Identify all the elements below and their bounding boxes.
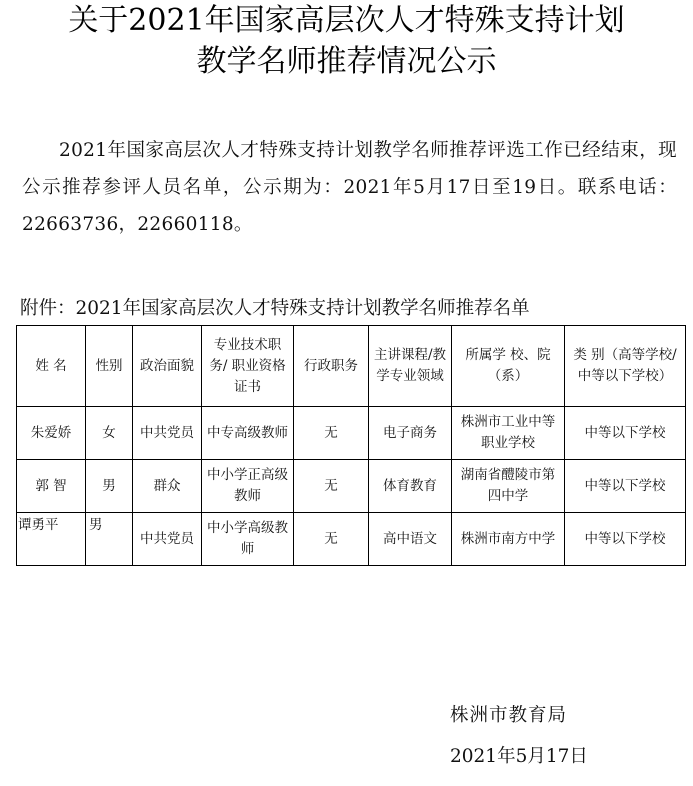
cell-admin-position: 无: [294, 460, 369, 513]
cell-political-status: 中共党员: [133, 407, 202, 460]
header-gender: 性别: [86, 326, 133, 407]
document-title-line1: 关于2021年国家高层次人才特殊支持计划: [68, 3, 625, 38]
cell-course-field: 电子商务: [369, 407, 452, 460]
cell-admin-position: 无: [294, 513, 369, 566]
cell-name: 谭勇平: [17, 513, 86, 566]
cell-school: 株洲市南方中学: [452, 513, 565, 566]
cell-school: 株洲市工业中等职业学校: [452, 407, 565, 460]
cell-category: 中等以下学校: [565, 460, 686, 513]
header-professional-title: 专业技术职务/ 职业资格证书: [202, 326, 294, 407]
intro-paragraph: 2021年国家高层次人才特殊支持计划教学名师推荐评选工作已经结束，现公示推荐参评人员名单，公示期为：2021年5月17日至19日。联系电话： 22663736，22660118。: [22, 140, 677, 235]
cell-political-status: 群众: [133, 460, 202, 513]
cell-category: 中等以下学校: [565, 513, 686, 566]
header-admin-position: 行政职务: [294, 326, 369, 407]
cell-name: 朱爱娇: [17, 407, 86, 460]
header-political-status: 政治面貌: [133, 326, 202, 407]
cell-name: 郭 智: [17, 460, 86, 513]
document-title-line2: 教学名师推荐情况公示: [196, 44, 497, 79]
nominee-table: [16, 325, 686, 566]
header-category: 类 别（高等学校/中等以下学校）: [565, 326, 686, 407]
cell-gender: 女: [86, 407, 133, 460]
attachment-title: 附件：2021年国家高层次人才特殊支持计划教学名师推荐名单: [20, 298, 530, 319]
cell-gender: 男: [86, 513, 133, 566]
cell-admin-position: 无: [294, 407, 369, 460]
cell-course-field: 体育教育: [369, 460, 452, 513]
table-row: [17, 407, 686, 460]
issuing-organization: 株洲市教育局: [450, 705, 568, 726]
cell-professional-title: 中小学高级教师: [202, 513, 294, 566]
table-row: [17, 513, 686, 566]
cell-gender: 男: [86, 460, 133, 513]
header-school: 所属学 校、院（系）: [452, 326, 565, 407]
cell-political-status: 中共党员: [133, 513, 202, 566]
cell-course-field: 高中语文: [369, 513, 452, 566]
table-header-row: [17, 326, 686, 407]
issue-date: 2021年5月17日: [450, 746, 588, 767]
header-name: 姓 名: [17, 326, 86, 407]
cell-school: 湖南省醴陵市第四中学: [452, 460, 565, 513]
cell-professional-title: 中小学正高级教师: [202, 460, 294, 513]
cell-professional-title: 中专高级教师: [202, 407, 294, 460]
table-row: [17, 460, 686, 513]
header-course-field: 主讲课程/教学专业领域: [369, 326, 452, 407]
cell-category: 中等以下学校: [565, 407, 686, 460]
